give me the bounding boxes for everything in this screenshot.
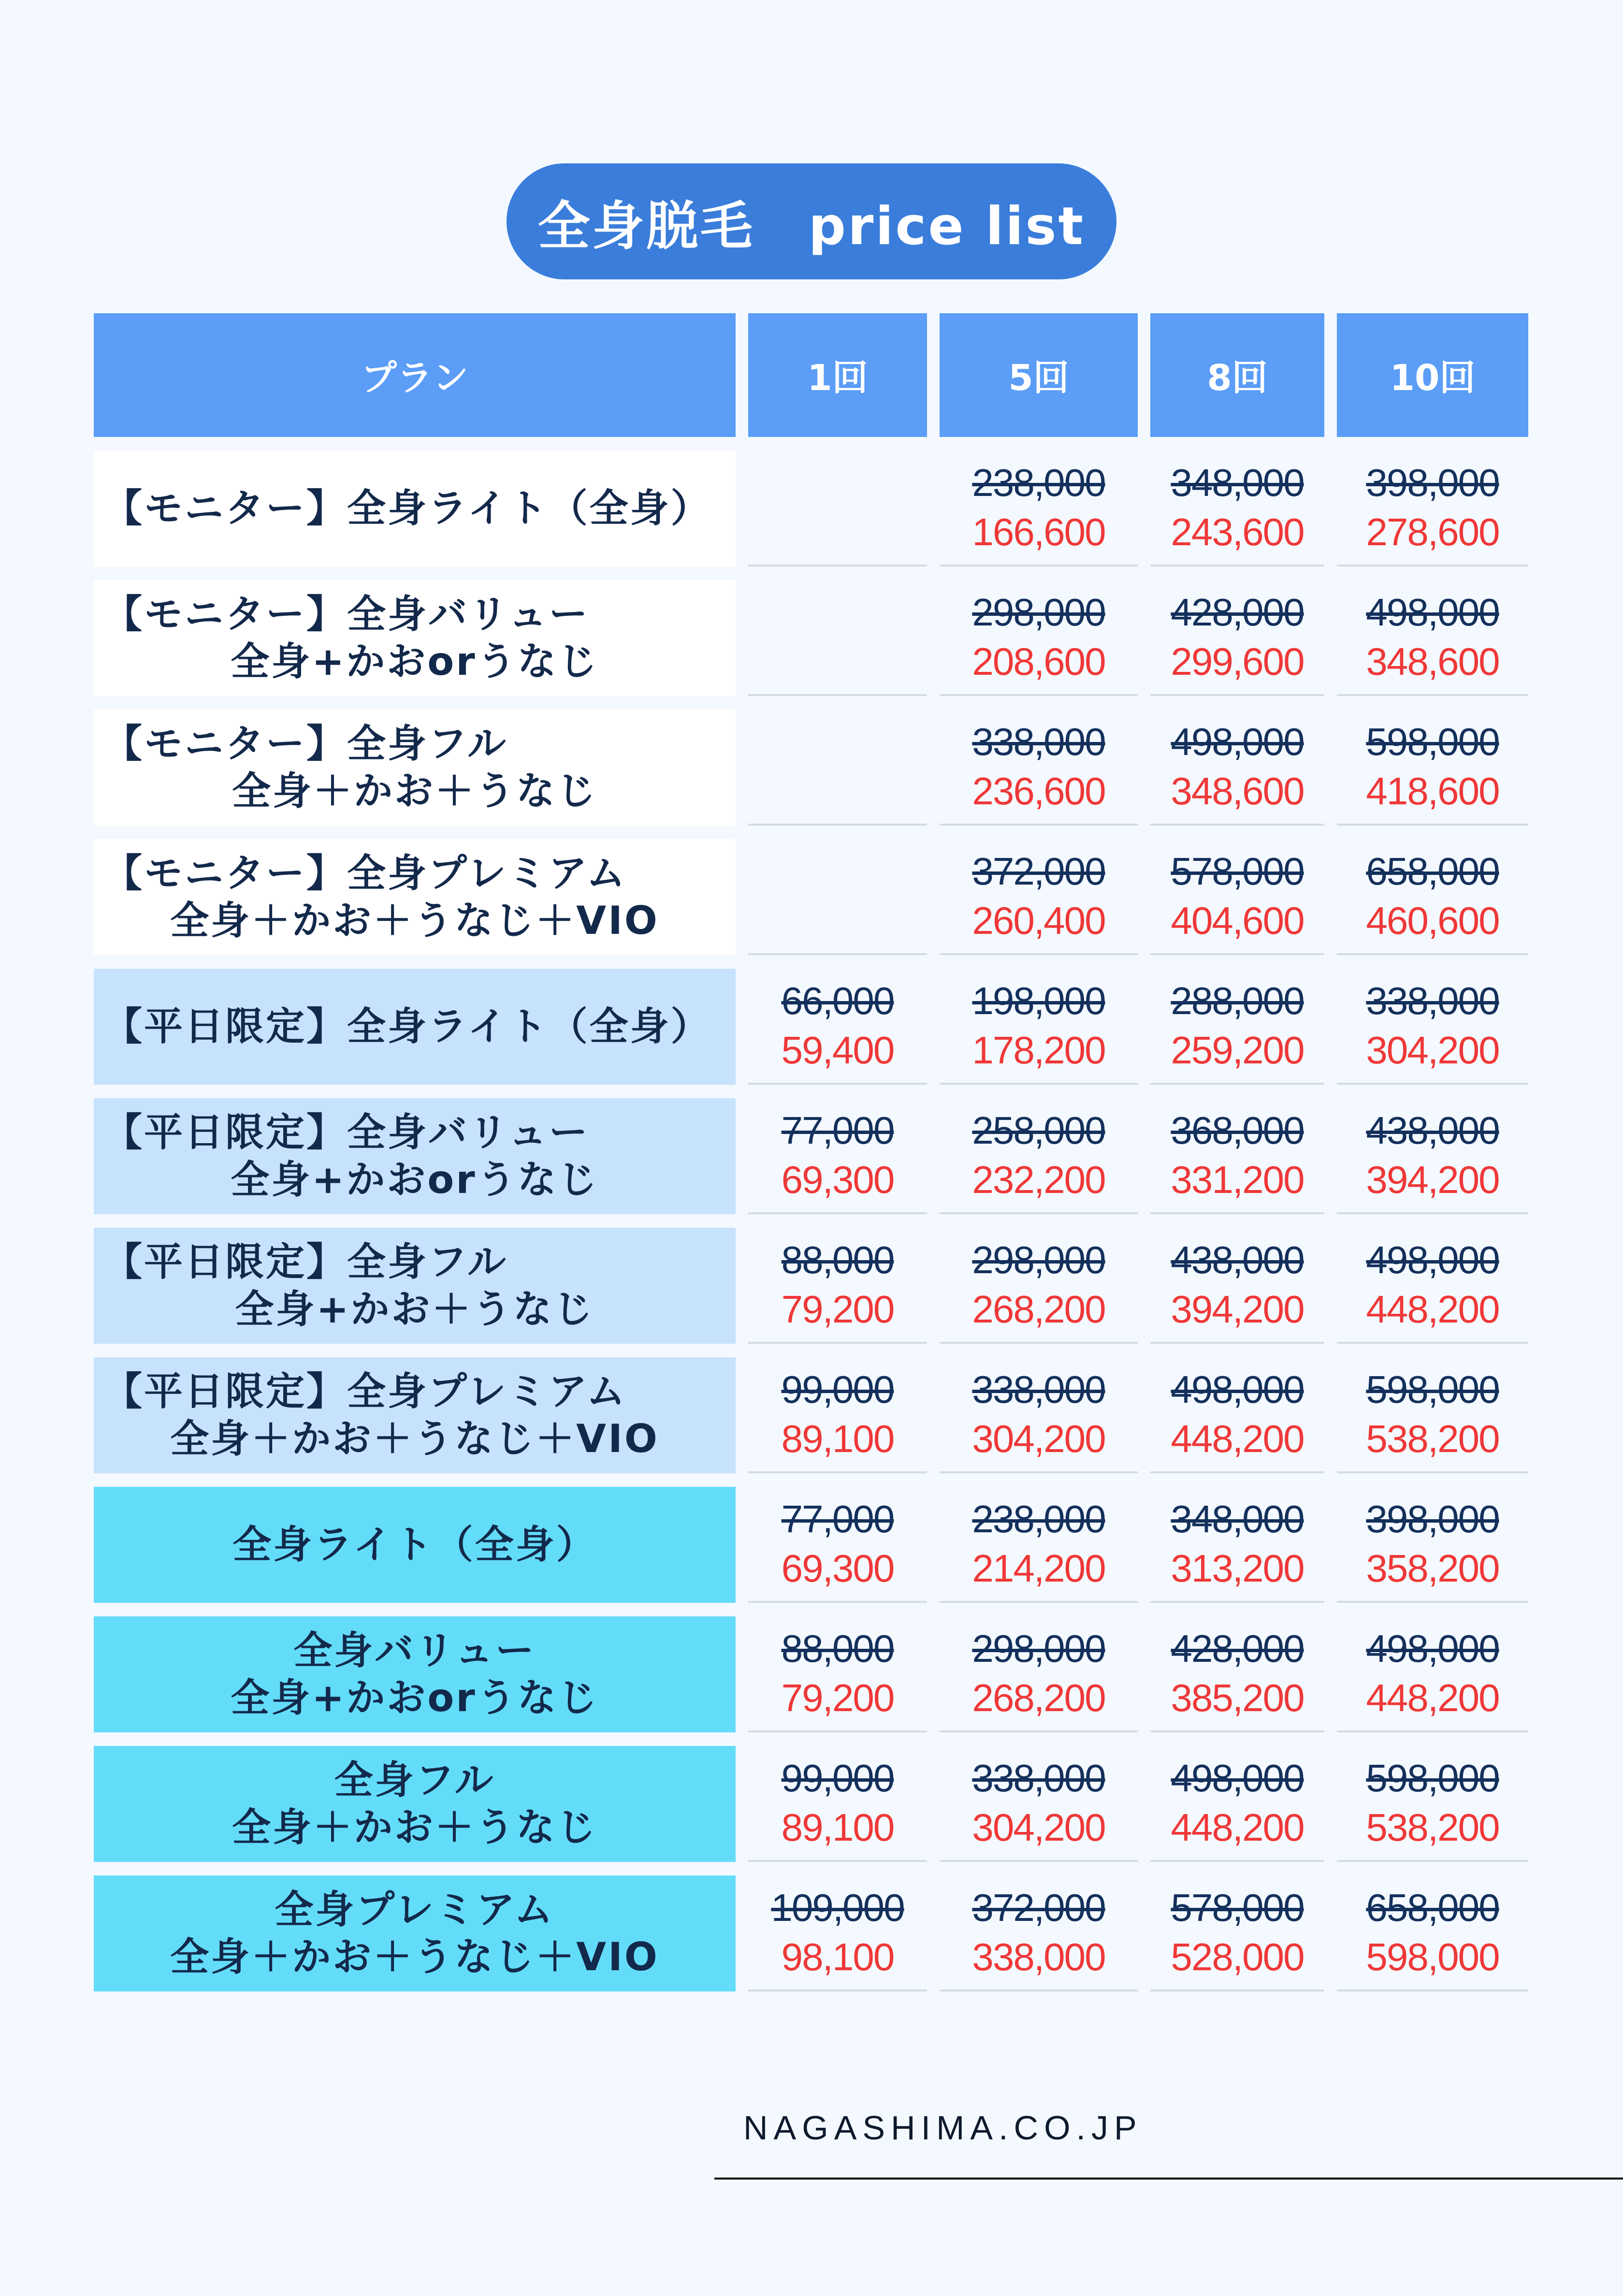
sale-price: 278,600: [1366, 510, 1499, 553]
price-cell: [748, 1487, 927, 1603]
original-price: 258,000: [972, 1109, 1105, 1152]
plan-detail: 全身＋かお＋うなじ＋VIO: [170, 1416, 659, 1461]
price-cell: [748, 1875, 927, 1991]
original-price: 338,000: [972, 1757, 1105, 1800]
price-cell: [940, 1228, 1138, 1344]
price-cell: [1337, 1098, 1528, 1214]
original-price: 238,000: [972, 461, 1105, 505]
plan-detail: 全身+かおorうなじ: [231, 1157, 599, 1202]
price-cell: [940, 1746, 1138, 1862]
header-plan: プラン: [94, 313, 736, 437]
original-price: 298,000: [972, 1627, 1105, 1671]
original-price: 398,000: [1366, 461, 1499, 505]
sale-price: 178,200: [972, 1029, 1105, 1072]
original-price: 368,000: [1171, 1109, 1304, 1152]
price-cell: [940, 1357, 1138, 1473]
original-price: 398,000: [1366, 1497, 1499, 1541]
original-price: 298,000: [972, 591, 1105, 634]
sale-price: 268,200: [972, 1288, 1105, 1331]
price-cell: [1150, 1746, 1324, 1862]
sale-price: 313,200: [1171, 1547, 1304, 1590]
original-price: 238,000: [972, 1497, 1105, 1541]
price-cell: [1337, 1875, 1528, 1991]
plan-detail: 全身＋かお＋うなじ＋VIO: [170, 1934, 659, 1979]
price-cell: [748, 710, 927, 826]
original-price: 498,000: [1171, 1757, 1304, 1800]
price-cell: [940, 1098, 1138, 1214]
sale-price: 166,600: [972, 510, 1105, 553]
original-price: 428,000: [1171, 591, 1304, 634]
sale-price: 348,600: [1171, 770, 1304, 813]
price-cell: [1337, 1616, 1528, 1732]
original-price: 99,000: [781, 1368, 894, 1411]
sale-price: 98,100: [781, 1935, 894, 1978]
original-price: 88,000: [781, 1238, 894, 1282]
original-price: 438,000: [1366, 1109, 1499, 1152]
sale-price: 448,200: [1171, 1417, 1304, 1460]
price-cell: [1150, 969, 1324, 1085]
original-price: 428,000: [1171, 1627, 1304, 1671]
price-cell: [748, 1357, 927, 1473]
price-cell: [1337, 450, 1528, 567]
price-cell: [748, 580, 927, 696]
plan-name: 【モニター】全身バリュー: [103, 592, 590, 637]
site-url: NAGASHIMA.CO.JP: [743, 2109, 1143, 2147]
price-cell: [940, 969, 1138, 1085]
original-price: 498,000: [1366, 1238, 1499, 1282]
price-cell: [1150, 1487, 1324, 1603]
sale-price: 460,600: [1366, 899, 1499, 942]
plan-detail: 全身+かおorうなじ: [231, 1675, 599, 1720]
plan-cell: [94, 1616, 736, 1732]
header-5-sessions: 5回: [940, 313, 1138, 437]
header-8-sessions: 8回: [1150, 313, 1324, 437]
sale-price: 260,400: [972, 899, 1105, 942]
sale-price: 89,100: [781, 1417, 894, 1460]
price-cell: [1150, 1616, 1324, 1732]
page-title: 全身脱毛 price list: [507, 163, 1116, 279]
price-cell: [748, 1228, 927, 1344]
plan-name: 【平日限定】全身プレミアム: [103, 1369, 627, 1414]
plan-cell: [94, 839, 736, 955]
sale-price: 304,200: [972, 1806, 1105, 1849]
price-cell: [1150, 1228, 1324, 1344]
original-price: 498,000: [1171, 1368, 1304, 1411]
price-cell: [940, 839, 1138, 955]
sale-price: 79,200: [781, 1288, 894, 1331]
price-cell: [1337, 1746, 1528, 1862]
price-table: [94, 313, 1529, 1991]
footer-divider: [714, 2178, 1623, 2180]
sale-price: 598,000: [1366, 1935, 1499, 1978]
original-price: 298,000: [972, 1238, 1105, 1282]
plan-detail: 全身+かおorうなじ: [231, 639, 599, 684]
sale-price: 304,200: [972, 1417, 1105, 1460]
sale-price: 448,200: [1366, 1288, 1499, 1331]
plan-cell: [94, 1487, 736, 1603]
sale-price: 358,200: [1366, 1547, 1499, 1590]
sale-price: 243,600: [1171, 510, 1304, 553]
sale-price: 89,100: [781, 1806, 894, 1849]
original-price: 498,000: [1366, 1627, 1499, 1671]
original-price: 598,000: [1366, 1757, 1499, 1800]
original-price: 288,000: [1171, 979, 1304, 1023]
price-cell: [1337, 580, 1528, 696]
sale-price: 259,200: [1171, 1029, 1304, 1072]
original-price: 658,000: [1366, 1886, 1499, 1930]
price-cell: [940, 1875, 1138, 1991]
price-cell: [1337, 969, 1528, 1085]
plan-detail: 全身＋かお＋うなじ＋VIO: [170, 898, 659, 943]
original-price: 99,000: [781, 1757, 894, 1800]
price-cell: [940, 1487, 1138, 1603]
plan-cell: [94, 1746, 736, 1862]
plan-name: 全身プレミアム: [275, 1887, 555, 1933]
original-price: 498,000: [1171, 720, 1304, 764]
plan-name: 【平日限定】全身フル: [103, 1239, 508, 1285]
price-cell: [940, 580, 1138, 696]
plan-cell: [94, 580, 736, 696]
sale-price: 214,200: [972, 1547, 1105, 1590]
price-cell: [748, 1616, 927, 1732]
price-cell: [1337, 1487, 1528, 1603]
sale-price: 538,200: [1366, 1417, 1499, 1460]
sale-price: 304,200: [1366, 1029, 1499, 1072]
plan-detail: 全身＋かお＋うなじ: [232, 769, 597, 814]
plan-name: 全身フル: [334, 1758, 495, 1803]
original-price: 372,000: [972, 850, 1105, 893]
plan-cell: [94, 450, 736, 567]
plan-detail: 全身+かお＋うなじ: [235, 1287, 594, 1332]
sale-price: 79,200: [781, 1676, 894, 1719]
price-cell: [1150, 710, 1324, 826]
sale-price: 208,600: [972, 640, 1105, 683]
header-1-session: 1回: [748, 313, 927, 437]
price-cell: [1337, 710, 1528, 826]
sale-price: 418,600: [1366, 770, 1499, 813]
original-price: 348,000: [1171, 461, 1304, 505]
plan-name: 全身バリュー: [293, 1628, 536, 1673]
original-price: 578,000: [1171, 850, 1304, 893]
plan-name: 【平日限定】全身バリュー: [103, 1110, 590, 1155]
sale-price: 268,200: [972, 1676, 1105, 1719]
plan-detail: 全身＋かお＋うなじ: [232, 1805, 597, 1850]
sale-price: 404,600: [1171, 899, 1304, 942]
plan-name: 【モニター】全身ライト（全身）: [103, 486, 711, 531]
sale-price: 538,200: [1366, 1806, 1499, 1849]
original-price: 498,000: [1366, 591, 1499, 634]
plan-name: 【モニター】全身プレミアム: [103, 851, 627, 896]
sale-price: 528,000: [1171, 1935, 1304, 1978]
price-cell: [940, 1616, 1138, 1732]
plan-cell: [94, 1875, 736, 1991]
price-cell: [748, 450, 927, 567]
sale-price: 236,600: [972, 770, 1105, 813]
sale-price: 69,300: [781, 1158, 894, 1201]
sale-price: 348,600: [1366, 640, 1499, 683]
sale-price: 385,200: [1171, 1676, 1304, 1719]
sale-price: 448,200: [1171, 1806, 1304, 1849]
plan-name: 全身ライト（全身）: [232, 1522, 597, 1568]
plan-cell: [94, 969, 736, 1085]
plan-cell: [94, 710, 736, 826]
price-cell: [940, 450, 1138, 567]
original-price: 88,000: [781, 1627, 894, 1671]
original-price: 438,000: [1171, 1238, 1304, 1282]
sale-price: 448,200: [1366, 1676, 1499, 1719]
sale-price: 394,200: [1366, 1158, 1499, 1201]
original-price: 77,000: [781, 1497, 894, 1541]
price-cell: [940, 710, 1138, 826]
sale-price: 69,300: [781, 1547, 894, 1590]
price-cell: [1337, 1228, 1528, 1344]
original-price: 372,000: [972, 1886, 1105, 1930]
original-price: 338,000: [972, 1368, 1105, 1411]
header-10-sessions: 10回: [1337, 313, 1528, 437]
original-price: 66,000: [781, 979, 894, 1023]
sale-price: 338,000: [972, 1935, 1105, 1978]
original-price: 348,000: [1171, 1497, 1304, 1541]
original-price: 578,000: [1171, 1886, 1304, 1930]
price-cell: [748, 1098, 927, 1214]
price-cell: [748, 839, 927, 955]
sale-price: 299,600: [1171, 640, 1304, 683]
price-cell: [1337, 839, 1528, 955]
price-cell: [748, 1746, 927, 1862]
original-price: 77,000: [781, 1109, 894, 1152]
original-price: 198,000: [972, 979, 1105, 1023]
price-cell: [1150, 1357, 1324, 1473]
price-cell: [1337, 1357, 1528, 1473]
sale-price: 394,200: [1171, 1288, 1304, 1331]
original-price: 658,000: [1366, 850, 1499, 893]
original-price: 338,000: [1366, 979, 1499, 1023]
original-price: 598,000: [1366, 1368, 1499, 1411]
plan-cell: [94, 1098, 736, 1214]
original-price: 338,000: [972, 720, 1105, 764]
price-cell: [1150, 580, 1324, 696]
original-price: 598,000: [1366, 720, 1499, 764]
sale-price: 59,400: [781, 1029, 894, 1072]
sale-price: 331,200: [1171, 1158, 1304, 1201]
original-price: 109,000: [771, 1886, 904, 1930]
price-cell: [748, 969, 927, 1085]
price-cell: [1150, 1875, 1324, 1991]
plan-name: 【平日限定】全身ライト（全身）: [103, 1004, 711, 1049]
price-cell: [1150, 1098, 1324, 1214]
plan-cell: [94, 1357, 736, 1473]
sale-price: 232,200: [972, 1158, 1105, 1201]
plan-name: 【モニター】全身フル: [103, 721, 508, 767]
price-cell: [1150, 450, 1324, 567]
plan-cell: [94, 1228, 736, 1344]
price-cell: [1150, 839, 1324, 955]
